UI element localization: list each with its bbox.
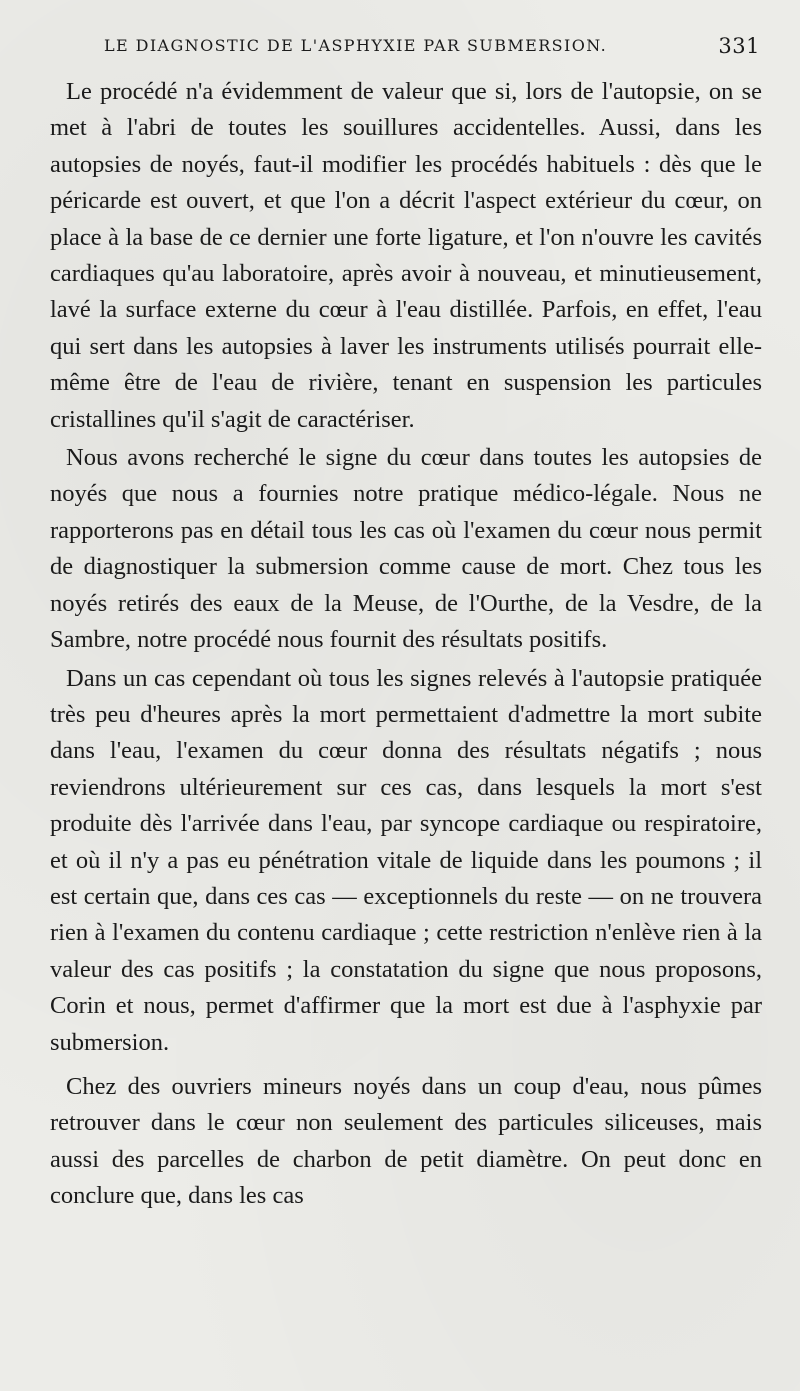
body-text — [50, 74, 762, 1215]
paragraph-4: Chez des ouvriers mineurs noyés dans un coup d'eau, nous pûmes retrouver dans le cœur non seulement des particules siliceuses, mais aussi des parcelles de charbon de petit diamètre. On peut donc en conclure que, dans les cas — [50, 1072, 762, 1210]
paragraph-1: Le procédé n'a évidemment de valeur que si, lors de l'autopsie, on se met à l'abri de toutes les souillures accidentelles. Aussi, dans les autopsies de noyés, faut-il modifier les procédés habituels : dès que le péricarde est ouvert, et que l'on a décrit l'aspect extérieur du cœur, on place à la base de ce dernier une forte ligature, et l'on n'ouvre les cavités cardiaques qu'au laboratoire, après avoir à nouveau, et minutieusement, lavé la surface externe du cœur à l'eau distillée. Parfois, en effet, l'eau qui sert dans les autopsies à laver les instruments utilisés pourrait elle-même être de l'eau de rivière, tenant en suspension les particules cristallines qu'il s'agit de caractériser. — [50, 78, 762, 433]
paragraph-3: Dans un cas cependant où tous les signes relevés à l'autopsie pratiquée très peu d'heures après la mort permettaient d'admettre la mort subite dans l'eau, l'examen du cœur donna des résultats négatifs ; nous reviendrons ultérieurement sur ces cas, dans lesquels la mort s'est produite dès l'arrivée dans l'eau, par syncope cardiaque ou respiratoire, et où il n'y a pas eu pénétration vitale de liquide dans les poumons ; il est certain que, dans ces cas — exceptionnels du reste — on ne trouvera rien à l'examen du contenu cardiaque ; cette restriction n'enlève rien à la valeur des cas positifs ; la constatation du signe que nous proposons, Corin et nous, permet d'affirmer que la mort est due à l'asphyxie par submersion. — [50, 664, 762, 1056]
page-header — [50, 34, 762, 74]
running-title: LE DIAGNOSTIC DE L'ASPHYXIE PAR SUBMERSION. — [104, 36, 608, 55]
paragraph-2: Nous avons recherché le signe du cœur dans toutes les autopsies de noyés que nous a fournies notre pratique médico-légale. Nous ne rapporterons pas en détail tous les cas où l'examen du cœur nous permit de diagnostiquer la submersion comme cause de mort. Chez tous les noyés retirés des eaux de la Meuse, de l'Ourthe, de la Vesdre, de la Sambre, notre procédé nous fournit des résultats positifs. — [50, 444, 762, 654]
page-number: 331 — [718, 34, 760, 58]
